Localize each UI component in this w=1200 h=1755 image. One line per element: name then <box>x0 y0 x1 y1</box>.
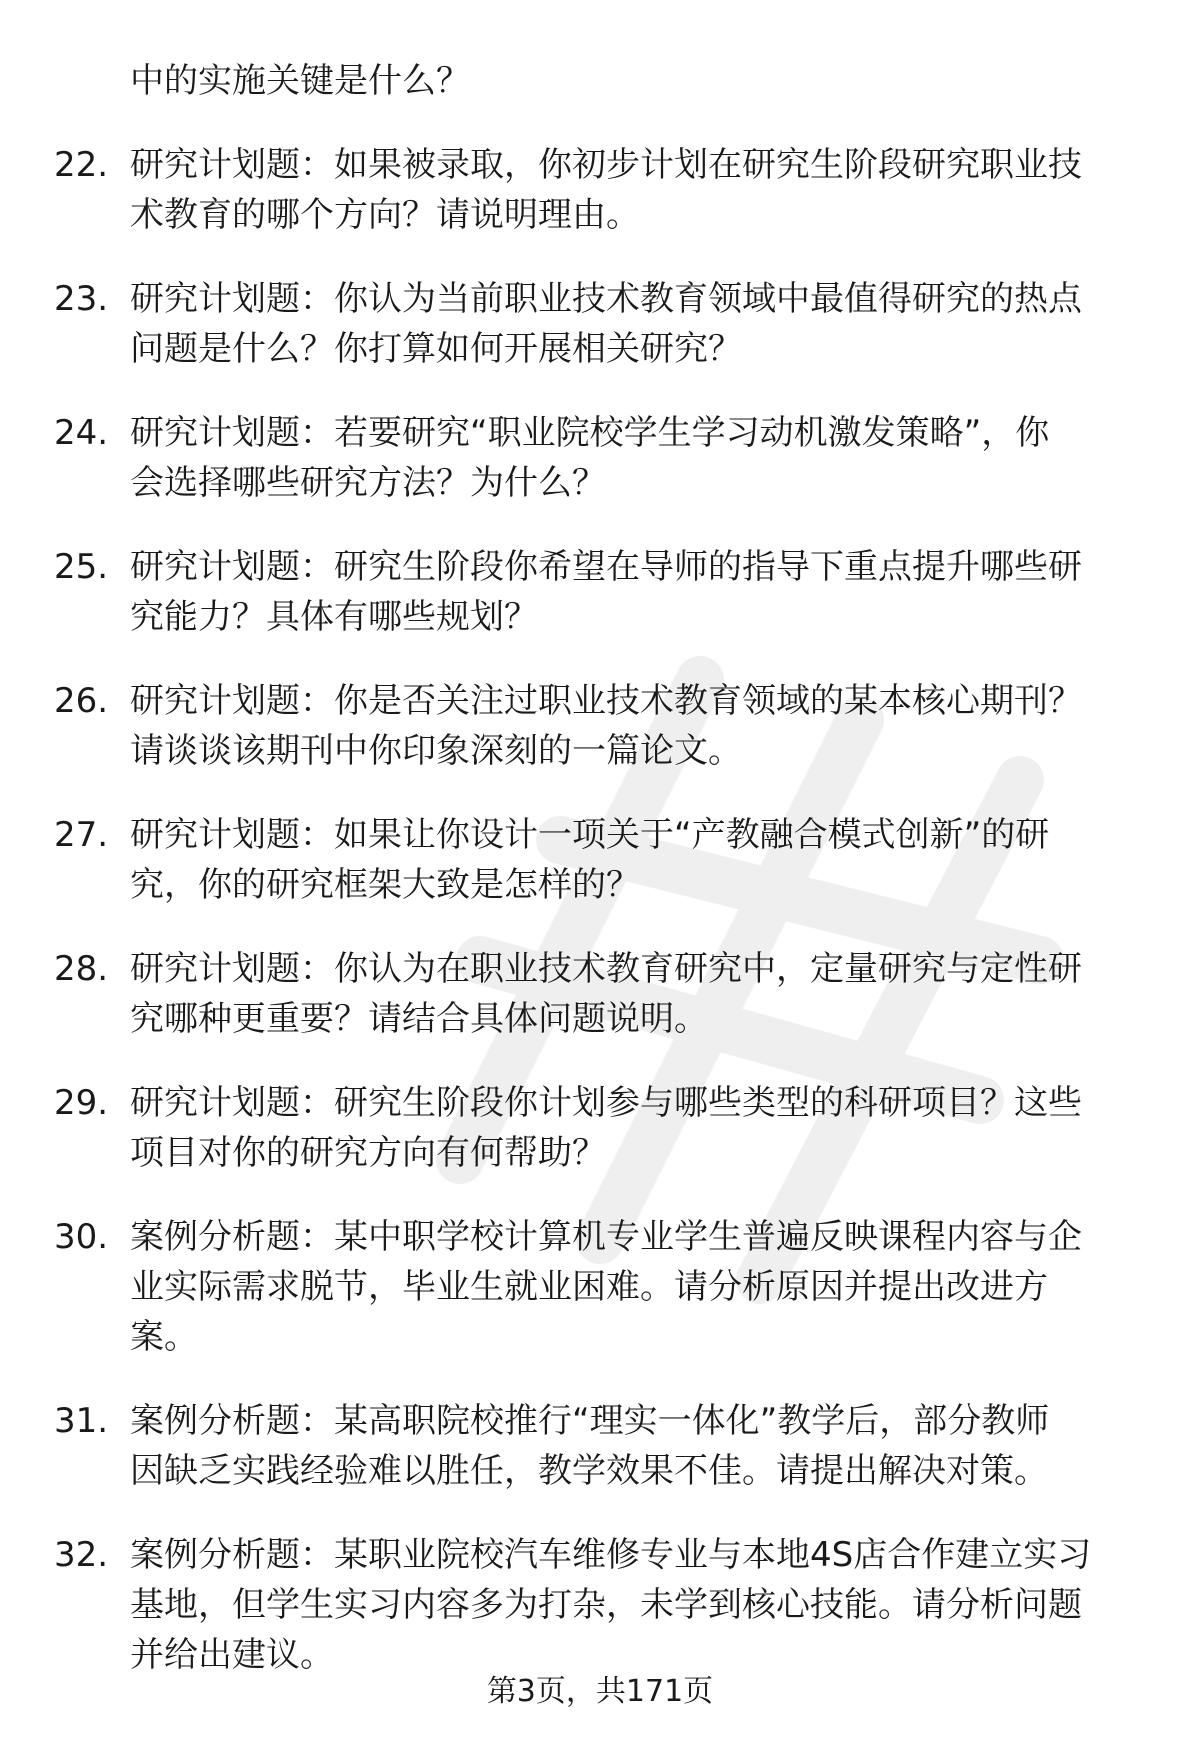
question-number: 32. <box>54 1535 109 1575</box>
question-text <box>130 408 1144 508</box>
question-number: 23. <box>54 279 109 319</box>
question-item <box>54 1078 1144 1178</box>
question-text <box>130 944 1144 1044</box>
page-footer: 第3页，共171页 <box>486 1674 714 1709</box>
question-number: 26. <box>54 681 109 721</box>
question-item <box>54 1396 1144 1496</box>
question-text-line: 研究计划题：如果被录取，你初步计划在研究生阶段研究职业技 <box>130 145 1082 185</box>
question-text-line: 研究计划题：你认为当前职业技术教育领域中最值得研究的热点 <box>130 279 1082 319</box>
question-text-line: 案例分析题：某中职学校计算机专业学生普遍反映课程内容与企 <box>130 1217 1082 1257</box>
question-text <box>130 140 1144 240</box>
question-number: 24. <box>54 413 109 453</box>
question-text-line: 案例分析题：某职业院校汽车维修专业与本地4S店合作建立实习 <box>130 1535 1092 1575</box>
question-text-line: 研究计划题：你认为在职业技术教育研究中，定量研究与定性研 <box>130 949 1082 989</box>
question-text-line: 究，你的研究框架大致是怎样的？ <box>130 865 640 905</box>
question-item <box>54 1530 1144 1680</box>
question-text-line: 基地，但学生实习内容多为打杂，未学到核心技能。请分析问题 <box>130 1585 1082 1625</box>
question-text-line: 研究计划题：你是否关注过职业技术教育领域的某本核心期刊？ <box>130 681 1082 721</box>
question-text <box>130 1212 1144 1362</box>
question-number: 25. <box>54 547 109 587</box>
question-text-line: 究能力？具体有哪些规划？ <box>130 597 538 637</box>
question-text-line: 请谈谈该期刊中你印象深刻的一篇论文。 <box>130 731 742 771</box>
question-number: 22. <box>54 145 109 185</box>
question-text-line: 并给出建议。 <box>130 1635 334 1675</box>
question-text <box>130 810 1144 910</box>
question-item <box>54 810 1144 910</box>
questions-container <box>54 140 1144 1680</box>
question-item <box>54 676 1144 776</box>
question-text-line: 研究计划题：研究生阶段你希望在导师的指导下重点提升哪些研 <box>130 547 1082 587</box>
question-text-line: 问题是什么？你打算如何开展相关研究？ <box>130 329 742 369</box>
question-text-line: 研究计划题：研究生阶段你计划参与哪些类型的科研项目？这些 <box>130 1083 1082 1123</box>
question-text-line: 研究计划题：若要研究“职业院校学生学习动机激发策略”，你 <box>130 413 1050 453</box>
question-item <box>54 542 1144 642</box>
question-list <box>54 56 1144 1680</box>
question-text-line: 项目对你的研究方向有何帮助？ <box>130 1133 606 1173</box>
question-number: 28. <box>54 949 109 989</box>
question-item <box>54 408 1144 508</box>
question-number: 29. <box>54 1083 109 1123</box>
question-text-line: 究哪种更重要？请结合具体问题说明。 <box>130 999 708 1039</box>
question-text <box>130 542 1144 642</box>
question-item <box>54 140 1144 240</box>
question-text <box>130 1078 1144 1178</box>
question-item <box>54 1212 1144 1362</box>
question-item <box>54 274 1144 374</box>
question-number: 30. <box>54 1217 109 1257</box>
question-text-line: 案。 <box>130 1317 198 1357</box>
question-text <box>130 1396 1144 1496</box>
question-text-line: 因缺乏实践经验难以胜任，教学效果不佳。请提出解决对策。 <box>130 1451 1048 1491</box>
question-text <box>130 1530 1144 1680</box>
question-number: 27. <box>54 815 109 855</box>
question-text-line: 术教育的哪个方向？请说明理由。 <box>130 195 640 235</box>
question-text <box>130 274 1144 374</box>
question-text <box>130 676 1144 776</box>
continuation-text: 中的实施关键是什么？ <box>130 61 470 101</box>
question-text-line: 会选择哪些研究方法？为什么？ <box>130 463 606 503</box>
question-text-line: 业实际需求脱节，毕业生就业困难。请分析原因并提出改进方 <box>130 1267 1048 1307</box>
question-text-line: 案例分析题：某高职院校推行“理实一体化”教学后，部分教师 <box>130 1401 1050 1441</box>
question-item <box>54 944 1144 1044</box>
question-number: 31. <box>54 1401 109 1441</box>
question-text-line: 研究计划题：如果让你设计一项关于“产教融合模式创新”的研 <box>130 815 1050 855</box>
